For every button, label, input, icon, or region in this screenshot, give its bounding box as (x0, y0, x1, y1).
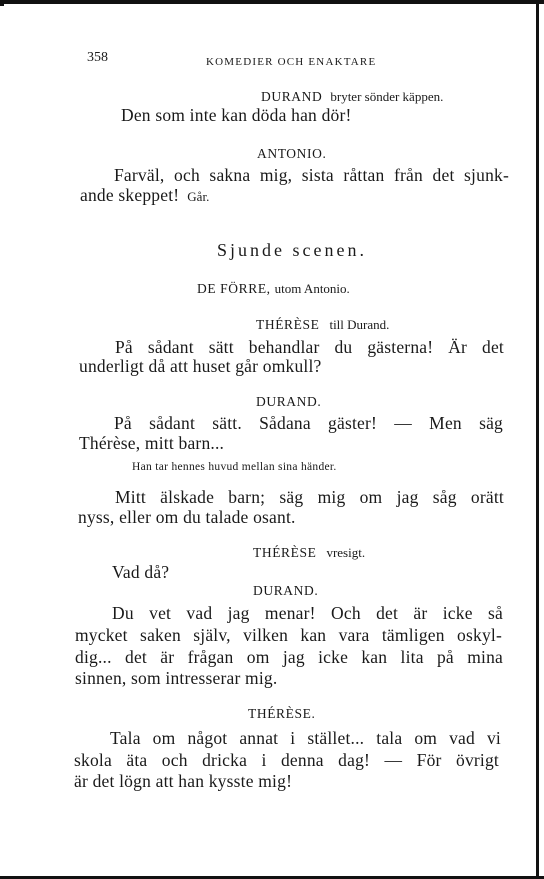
dialogue-line: Mitt älskade barn; säg mig om jag såg orätt (115, 487, 504, 507)
cast-names: DE FÖRRE, (197, 281, 271, 296)
speaker-name: THÉRÈSE (253, 545, 317, 560)
speaker-antonio: ANTONIO. (257, 146, 327, 161)
dialogue-line: På sådant sätt behandlar du gästerna! Är det (115, 337, 504, 357)
speaker-therese-2 (253, 544, 365, 562)
speaker-therese-3: THÉRÈSE. (248, 706, 316, 721)
stage-direction: bryter sönder käppen. (330, 89, 444, 104)
dialogue-line: Farväl, och sakna mig, sista råttan från det sjunk- (114, 165, 509, 185)
speaker-name: THÉRÈSE (256, 317, 320, 332)
dialogue-line: dig... det är frågan om jag icke kan lita på mina (75, 647, 503, 667)
dialogue-line: underligt då att huset går omkull? (79, 356, 322, 376)
speaker-durand-3: DURAND. (253, 583, 319, 598)
dialogue-line: På sådant sätt. Sådana gäster! — Men säg (114, 413, 503, 433)
cast-note: utom Antonio. (274, 281, 350, 296)
dialogue-line: mycket saken själv, vilken kan vara tämligen oskyl- (75, 625, 502, 645)
scene-cast (197, 280, 350, 298)
page-number: 358 (87, 50, 108, 65)
stage-direction: Han tar hennes huvud mellan sina händer. (132, 461, 337, 473)
dialogue-line: är det lögn att han kysste mig! (74, 771, 293, 791)
stage-direction: vresigt. (326, 545, 366, 560)
speaker-durand-2: DURAND. (256, 394, 322, 409)
dialogue-line: skola äta och dricka i denna dag! — För övrigt (74, 750, 499, 770)
speaker-therese-1 (256, 316, 389, 334)
dialogue-text: ande skeppet! (80, 185, 180, 205)
dialogue-line: Den som inte kan döda han dör! (121, 105, 352, 125)
dialogue-line: Vad då? (112, 562, 170, 582)
dialogue-line: sinnen, som intresserar mig. (75, 668, 278, 688)
dialogue-line: Du vet vad jag menar! Och det är icke så (112, 603, 503, 623)
stage-direction: Går. (187, 189, 210, 204)
dialogue-line-with-direction (80, 185, 209, 206)
speaker-durand-1 (261, 88, 443, 106)
dialogue-line: Tala om något annat i stället... tala om vad vi (110, 728, 501, 748)
dialogue-line: Thérèse, mitt barn... (79, 433, 225, 453)
scene-heading: Sjunde scenen. (217, 240, 367, 260)
dialogue-line: nyss, eller om du talade osant. (78, 507, 296, 527)
stage-direction: till Durand. (329, 317, 390, 332)
speaker-name: DURAND (261, 89, 323, 104)
running-title: KOMEDIER OCH ENAKTARE (206, 56, 377, 68)
